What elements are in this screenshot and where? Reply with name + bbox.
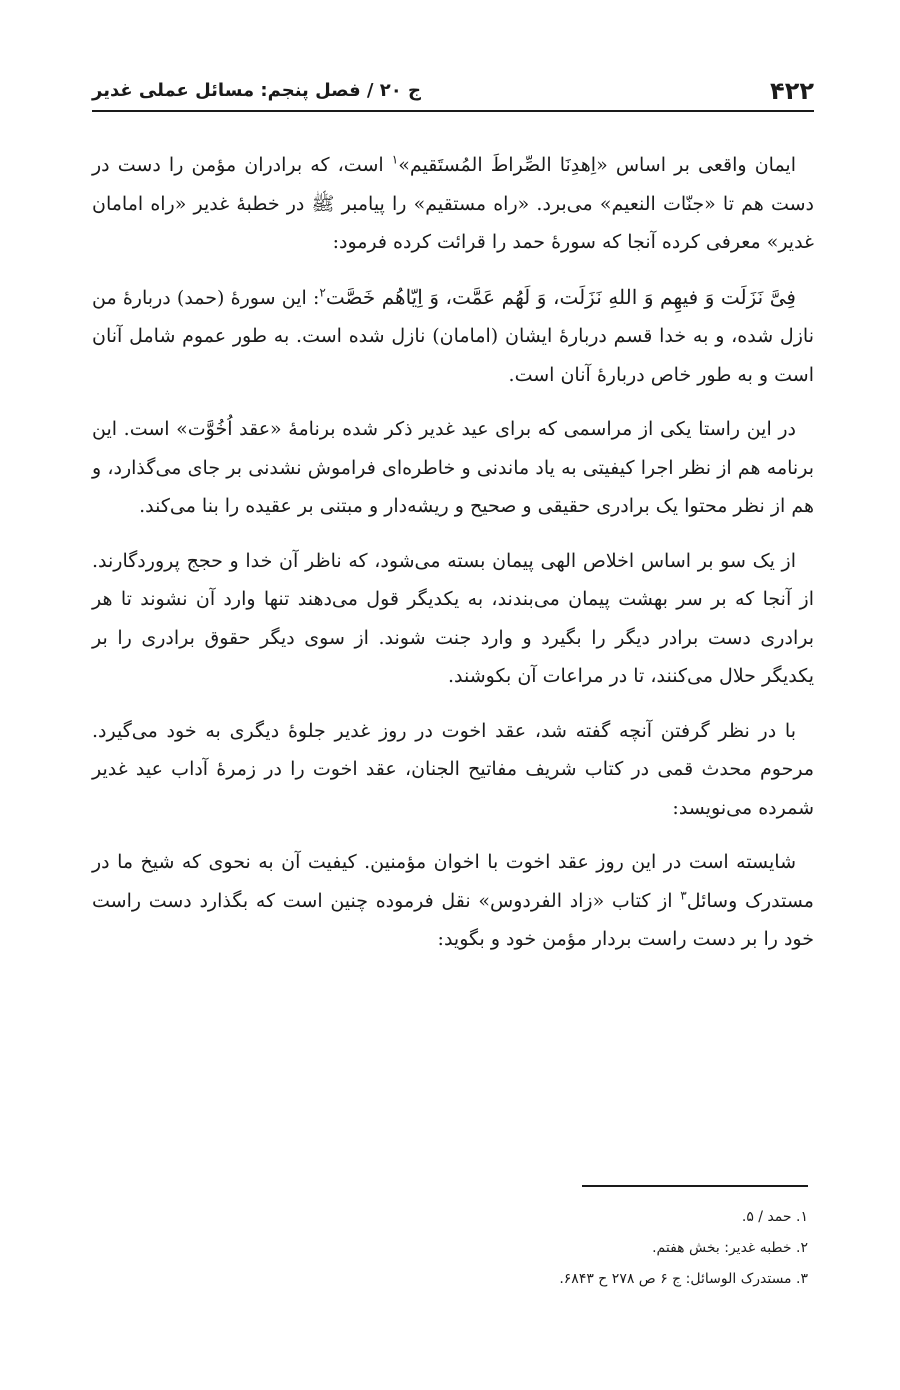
paragraph-1-text-a: ایمان واقعی بر اساس «اِهدِنَا الصِّراطَ المُستَقیم»: [398, 154, 796, 176]
paragraph-6-text-a: شایسته است در این روز عقد اخوت با اخوان مؤمنین. کیفیت آن به نحوی که شیخ ما در مستدرک وسائل: [92, 851, 814, 912]
arabic-quote: فِیَّ نَزَلَت وَ فیهِم وَ اللهِ نَزَلَت، وَ لَهُم عَمَّت، وَ اِیّاهُم خَصَّت: [325, 284, 796, 309]
footnote-3: ۳. مستدرک الوسائل: ج ۶ ص ۲۷۸ ح ۶۸۴۳.: [559, 1271, 808, 1287]
paragraph-2-text: : این سورهٔ (حمد) دربارهٔ من نازل شده، و به خدا قسم دربارهٔ ایشان (امامان) نازل شده است. به طور عموم شامل آنان است و به طور خاص دربارهٔ آنان است.: [92, 286, 814, 386]
footnote-1: ۱. حمد / ۵.: [741, 1209, 808, 1225]
paragraph-3: در این راستا یکی از مراسمی که برای عید غدیر ذکر شده برنامهٔ «عقد اُخُوَّت» است. این برنامه هم از نظر اجرا کیفیتی به یاد ماندنی و خاطره‌ای فراموش نشدنی بر جای می‌گذارد، و هم از نظر محتوا یک برادری حقیقی و صحیح و ریشه‌دار و مبتنی بر عقیده را بنا می‌کند.: [92, 418, 814, 517]
paragraph-2: [92, 278, 814, 395]
page-number: ۴۲۲: [770, 77, 814, 105]
paragraph-6: [92, 843, 814, 959]
book-page: [92, 60, 814, 975]
paragraph-6-text-b: از کتاب «زاد الفردوس» نقل فرموده چنین است که بگذارد دست راست خود را بر دست راست بردار مؤمن خود و بگوید:: [92, 889, 814, 950]
footnote-divider: [582, 1185, 808, 1187]
running-title: ج ۲۰ / فصل پنجم: مسائل عملی غدیر: [92, 80, 422, 101]
paragraph-4: از یک سو بر اساس اخلاص الهی پیمان بسته می‌شود، که ناظر آن خدا و حجج پروردگارند. از آنجا که بر سر بهشت پیمان می‌بندند، به یکدیگر قول می‌دهند تنها وارد آن نشوند تا هر برادری دست برادر دیگر را بگیرد و وارد جنت شوند. از سوی دیگر حقوق برادری را بر یکدیگر حلال می‌کنند، تا در مراعات آن بکوشند.: [92, 549, 814, 687]
footnote-ref-1: ۱: [391, 152, 399, 167]
footnote-ref-2: ۲: [319, 285, 326, 300]
paragraph-1: [92, 146, 814, 262]
footnote-2: ۲. خطبه غدیر: بخش هفتم.: [652, 1240, 808, 1256]
running-head: [92, 60, 814, 112]
body-text: [92, 146, 814, 959]
paragraph-1-text-b: است، که برادران مؤمن را دست در دست هم تا «جنّات النعیم» می‌برد. «راه مستقیم» را پیامبر ﷺ در خطبهٔ غدیر «راه امامان غدیر» معرفی کرده آنجا که سورهٔ حمد را قرائت کرده فرمود:: [92, 154, 814, 253]
footnotes: [308, 1202, 808, 1295]
footnote-ref-3: ۳: [680, 888, 687, 903]
paragraph-5: با در نظر گرفتن آنچه گفته شد، عقد اخوت در روز غدیر جلوهٔ دیگری به خود می‌گیرد. مرحوم محدث قمی در کتاب شریف مفاتیح الجنان، عقد اخوت را در زمرهٔ آداب عید غدیر شمرده می‌نویسد:: [92, 719, 814, 819]
